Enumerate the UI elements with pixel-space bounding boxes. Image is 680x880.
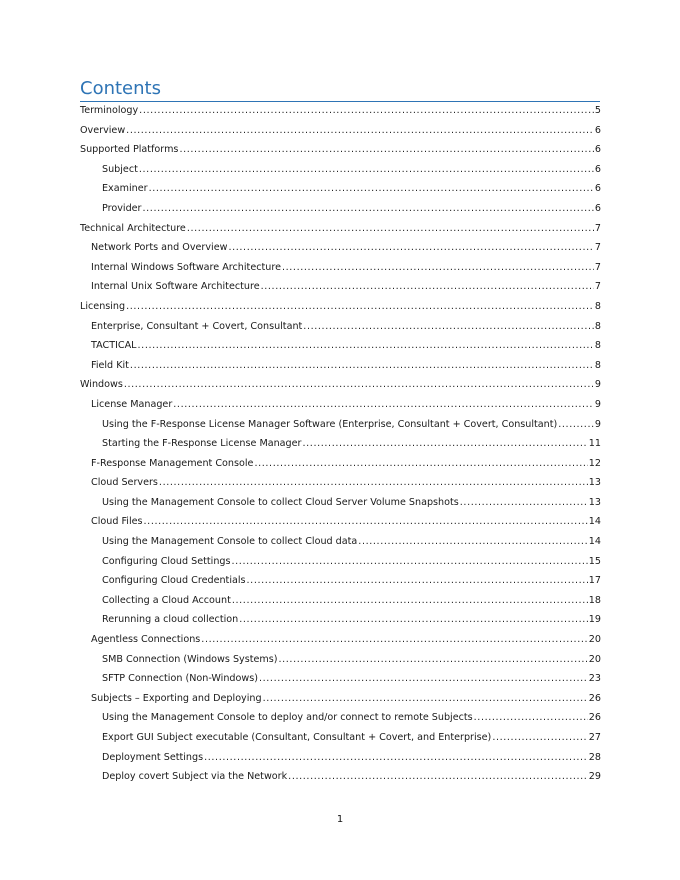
toc-dot-leader bbox=[126, 121, 594, 141]
toc-entry-title[interactable]: Rerunning a cloud collection bbox=[102, 614, 239, 626]
toc-entry-title[interactable]: Cloud Servers bbox=[91, 477, 158, 489]
toc-entry-title[interactable]: Configuring Cloud Credentials bbox=[102, 575, 246, 587]
toc-entry-page[interactable]: 8 bbox=[594, 359, 601, 371]
toc-dot-leader bbox=[254, 454, 587, 474]
toc-dot-leader bbox=[303, 317, 594, 337]
toc-dot-leader bbox=[239, 610, 588, 630]
toc-entry-title[interactable]: SFTP Connection (Non-Windows) bbox=[102, 673, 258, 685]
toc-entry-page[interactable]: 6 bbox=[594, 163, 601, 175]
toc-dot-leader bbox=[138, 336, 594, 356]
toc-entry-title[interactable]: Network Ports and Overview bbox=[91, 242, 228, 254]
toc-heading: Contents bbox=[80, 78, 600, 102]
toc-entry-title[interactable]: Supported Platforms bbox=[80, 144, 179, 156]
toc-entry[interactable] bbox=[80, 160, 601, 180]
toc-entry[interactable] bbox=[80, 199, 601, 219]
toc-entry[interactable] bbox=[80, 454, 601, 474]
toc-entry-title[interactable]: Configuring Cloud Settings bbox=[102, 555, 231, 567]
toc-dot-leader bbox=[139, 160, 594, 180]
toc-entry[interactable] bbox=[80, 630, 601, 650]
toc-dot-leader bbox=[460, 493, 588, 513]
toc-entry[interactable] bbox=[80, 748, 601, 768]
toc-entry[interactable] bbox=[80, 101, 601, 121]
toc-entry-page[interactable]: 17 bbox=[588, 575, 601, 587]
toc-entry-page[interactable]: 27 bbox=[588, 732, 601, 743]
toc-entry-title[interactable]: Cloud Files bbox=[91, 516, 143, 528]
table-of-contents bbox=[80, 101, 601, 787]
toc-entry-title[interactable]: Subject bbox=[102, 163, 138, 175]
toc-entry-page[interactable]: 5 bbox=[594, 105, 601, 116]
toc-entry[interactable] bbox=[80, 610, 601, 630]
toc-dot-leader bbox=[303, 434, 588, 454]
toc-entry[interactable] bbox=[80, 552, 601, 572]
toc-entry-page[interactable]: 9 bbox=[594, 418, 601, 430]
toc-dot-leader bbox=[558, 415, 594, 435]
toc-entry[interactable] bbox=[80, 356, 601, 376]
toc-entry[interactable] bbox=[80, 140, 601, 160]
toc-entry[interactable] bbox=[80, 532, 601, 552]
toc-entry-page[interactable]: 28 bbox=[588, 751, 601, 763]
toc-entry[interactable] bbox=[80, 591, 601, 611]
toc-dot-leader bbox=[124, 375, 594, 395]
toc-entry-title[interactable]: Subjects – Exporting and Deploying bbox=[91, 692, 262, 704]
toc-entry-title[interactable]: Using the Management Console to deploy and/or connect to remote Subjects bbox=[102, 712, 473, 724]
toc-entry-title[interactable]: Examiner bbox=[102, 183, 148, 195]
toc-entry-title[interactable]: Provider bbox=[102, 202, 142, 214]
toc-entry[interactable] bbox=[80, 669, 601, 689]
toc-dot-leader bbox=[201, 630, 587, 650]
toc-dot-leader bbox=[130, 356, 594, 376]
toc-dot-leader bbox=[492, 728, 587, 748]
toc-dot-leader bbox=[173, 395, 594, 415]
toc-entry-title[interactable]: Terminology bbox=[80, 105, 139, 116]
toc-entry-page[interactable]: 9 bbox=[594, 379, 601, 391]
toc-entry[interactable] bbox=[80, 473, 601, 493]
toc-entry-page[interactable]: 11 bbox=[588, 438, 601, 450]
toc-dot-leader bbox=[263, 689, 588, 709]
toc-dot-leader bbox=[261, 277, 594, 297]
toc-entry-title[interactable]: Using the Management Console to collect Cloud Server Volume Snapshots bbox=[102, 496, 459, 508]
toc-entry[interactable] bbox=[80, 728, 601, 748]
toc-entry-title[interactable]: Internal Windows Software Architecture bbox=[91, 261, 281, 273]
toc-entry-page[interactable]: 7 bbox=[594, 281, 601, 293]
toc-entry[interactable] bbox=[80, 708, 601, 728]
toc-entry[interactable] bbox=[80, 689, 601, 709]
toc-entry-page[interactable]: 29 bbox=[588, 771, 601, 783]
toc-dot-leader bbox=[149, 179, 594, 199]
toc-dot-leader bbox=[126, 297, 594, 317]
toc-entry-title[interactable]: Deployment Settings bbox=[102, 751, 204, 763]
toc-entry-page[interactable]: 7 bbox=[594, 222, 601, 234]
toc-entry-page[interactable]: 6 bbox=[594, 144, 601, 156]
toc-entry-page[interactable]: 13 bbox=[588, 496, 601, 508]
page-number: 1 bbox=[336, 814, 344, 825]
toc-entry-title[interactable]: SMB Connection (Windows Systems) bbox=[102, 653, 278, 665]
toc-entry[interactable] bbox=[80, 317, 601, 337]
toc-entry-title[interactable]: Enterprise, Consultant + Covert, Consultant bbox=[91, 320, 303, 332]
toc-dot-leader bbox=[358, 532, 587, 552]
toc-entry[interactable] bbox=[80, 375, 601, 395]
toc-dot-leader bbox=[259, 669, 588, 689]
toc-entry[interactable] bbox=[80, 767, 601, 787]
toc-dot-leader bbox=[232, 591, 588, 611]
toc-dot-leader bbox=[159, 473, 588, 493]
toc-entry-title[interactable]: Agentless Connections bbox=[91, 634, 201, 646]
toc-entry-title[interactable]: Overview bbox=[80, 124, 126, 136]
toc-entry[interactable] bbox=[80, 415, 601, 435]
toc-entry-page[interactable]: 8 bbox=[594, 340, 601, 352]
toc-entry-page[interactable]: 18 bbox=[588, 594, 601, 606]
toc-entry[interactable] bbox=[80, 571, 601, 591]
toc-dot-leader bbox=[288, 767, 588, 787]
toc-entry[interactable] bbox=[80, 238, 601, 258]
toc-entry[interactable] bbox=[80, 650, 601, 670]
toc-dot-leader bbox=[204, 748, 588, 768]
toc-entry-title[interactable]: Starting the F-Response License Manager bbox=[102, 438, 302, 450]
toc-entry-page[interactable]: 23 bbox=[588, 673, 601, 685]
toc-dot-leader bbox=[474, 708, 588, 728]
toc-entry-title[interactable]: Windows bbox=[80, 379, 123, 391]
toc-entry[interactable] bbox=[80, 512, 601, 532]
toc-entry-page[interactable]: 20 bbox=[588, 653, 601, 665]
toc-entry-page[interactable]: 26 bbox=[588, 712, 601, 724]
toc-dot-leader bbox=[187, 219, 594, 239]
toc-entry-title[interactable]: Deploy covert Subject via the Network bbox=[102, 771, 288, 783]
toc-entry-page[interactable]: 8 bbox=[594, 320, 601, 332]
toc-entry[interactable] bbox=[80, 219, 601, 239]
toc-entry-title[interactable]: License Manager bbox=[91, 398, 173, 410]
toc-entry-page[interactable]: 26 bbox=[588, 692, 601, 704]
toc-entry[interactable] bbox=[80, 493, 601, 513]
toc-entry-page[interactable]: 7 bbox=[594, 242, 601, 254]
toc-entry-page[interactable]: 12 bbox=[588, 457, 601, 469]
toc-entry[interactable] bbox=[80, 121, 601, 141]
toc-entry[interactable] bbox=[80, 297, 601, 317]
toc-entry-page[interactable]: 8 bbox=[594, 300, 601, 312]
toc-dot-leader bbox=[143, 199, 594, 219]
toc-entry-page[interactable]: 6 bbox=[594, 202, 601, 214]
toc-entry-title[interactable]: Export GUI Subject executable (Consultant, Consultant + Covert, and Enterprise) bbox=[102, 732, 492, 743]
toc-dot-leader bbox=[278, 650, 587, 670]
toc-entry-page[interactable]: 13 bbox=[588, 477, 601, 489]
toc-dot-leader bbox=[282, 258, 594, 278]
toc-entry-title[interactable]: Collecting a Cloud Account bbox=[102, 594, 231, 606]
toc-dot-leader bbox=[139, 101, 594, 121]
toc-entry-page[interactable]: 7 bbox=[594, 261, 601, 273]
toc-entry-page[interactable]: 9 bbox=[594, 398, 601, 410]
toc-entry-page[interactable]: 14 bbox=[588, 536, 601, 548]
toc-entry-title[interactable]: Technical Architecture bbox=[80, 222, 186, 234]
toc-entry[interactable] bbox=[80, 277, 601, 297]
toc-entry-title[interactable]: TACTICAL bbox=[91, 340, 137, 352]
toc-entry[interactable] bbox=[80, 258, 601, 278]
toc-entry-title[interactable]: F-Response Management Console bbox=[91, 457, 254, 469]
toc-dot-leader bbox=[179, 140, 593, 160]
toc-dot-leader bbox=[247, 571, 588, 591]
toc-entry-page[interactable]: 6 bbox=[594, 124, 601, 136]
toc-entry-page[interactable]: 19 bbox=[588, 614, 601, 626]
toc-entry-title[interactable]: Field Kit bbox=[91, 359, 129, 371]
toc-entry-page[interactable]: 15 bbox=[588, 555, 601, 567]
toc-entry-title[interactable]: Licensing bbox=[80, 300, 126, 312]
toc-entry[interactable] bbox=[80, 395, 601, 415]
toc-dot-leader bbox=[232, 552, 588, 572]
toc-entry-page[interactable]: 20 bbox=[588, 634, 601, 646]
toc-entry[interactable] bbox=[80, 336, 601, 356]
toc-entry-title[interactable]: Using the Management Console to collect Cloud data bbox=[102, 536, 358, 548]
toc-entry-page[interactable]: 14 bbox=[588, 516, 601, 528]
toc-entry[interactable] bbox=[80, 434, 601, 454]
toc-entry-title[interactable]: Internal Unix Software Architecture bbox=[91, 281, 260, 293]
toc-entry-title[interactable]: Using the F-Response License Manager Software (Enterprise, Consultant + Covert, Consultant) bbox=[102, 418, 558, 430]
toc-dot-leader bbox=[144, 512, 588, 532]
toc-entry-page[interactable]: 6 bbox=[594, 183, 601, 195]
toc-dot-leader bbox=[228, 238, 593, 258]
toc-entry[interactable] bbox=[80, 179, 601, 199]
